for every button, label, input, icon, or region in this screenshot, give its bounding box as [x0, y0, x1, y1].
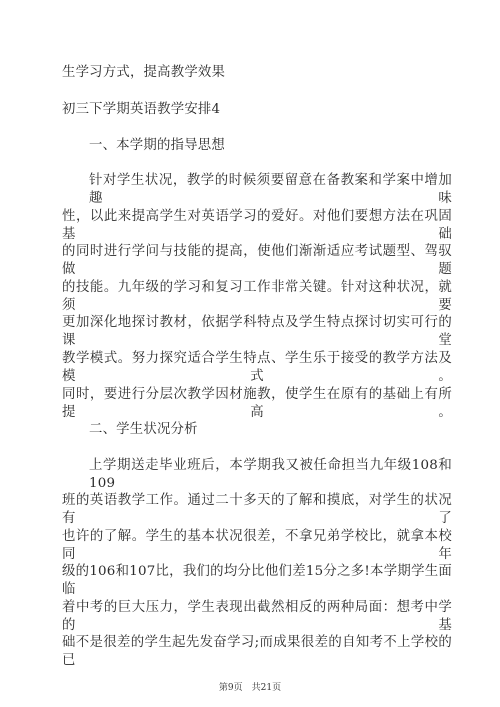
paragraph-line: 同时，要进行分层次教学因材施教，使学生在原有的基础上有所提高。 [62, 387, 452, 420]
paragraph-line: 着中考的巨大压力，学生表现出截然相反的两种局面：想考中学的基 [62, 600, 452, 633]
paragraph-line: 础不是很差的学生起先发奋学习;而成果很差的自知考不上学校的已 [62, 635, 452, 668]
paragraph-line: 的技能。九年级的学习和复习工作非常关键。针对这种状况，就须要 [62, 280, 452, 313]
paragraph-line: 也许的了解。学生的基本状况很差，不拿兄弟学校比，就拿本校同年 [62, 529, 452, 562]
section-title: 初三下学期英语教学安排4 [62, 102, 221, 117]
section-heading: 二、学生状况分析 [89, 422, 198, 437]
paragraph-line: 生学习方式，提高教学效果 [62, 65, 226, 80]
paragraph-line: 针对学生状况，教学的时候须要留意在备教案和学案中增加趣味 [89, 173, 452, 206]
paragraph-line: 班的英语教学工作。通过二十多天的了解和摸底，对学生的状况有了 [62, 493, 452, 526]
paragraph-line: 性，以此来提高学生对英语学习的爱好。对他们要想方法在巩固基础 [62, 209, 452, 242]
paragraph-line: 上学期送走毕业班后，本学期我又被任命担当九年级108和109 [89, 458, 452, 491]
paragraph-line: 级的106和107比，我们的均分比他们差15分之多!本学期学生面临 [62, 564, 452, 597]
paragraph-line: 的同时进行学问与技能的提高，使他们渐渐适应考试题型、驾驭做题 [62, 244, 452, 277]
paragraph-line: 教学模式。努力探究适合学生特点、学生乐于接受的教学方法及模式。 [62, 351, 452, 384]
section-heading: 一、本学期的指导思想 [89, 138, 225, 153]
page-number-footer: 第9页 共21页 [218, 683, 282, 693]
paragraph-line: 更加深化地探讨教材，依据学科特点及学生特点探讨切实可行的课堂 [62, 315, 452, 348]
